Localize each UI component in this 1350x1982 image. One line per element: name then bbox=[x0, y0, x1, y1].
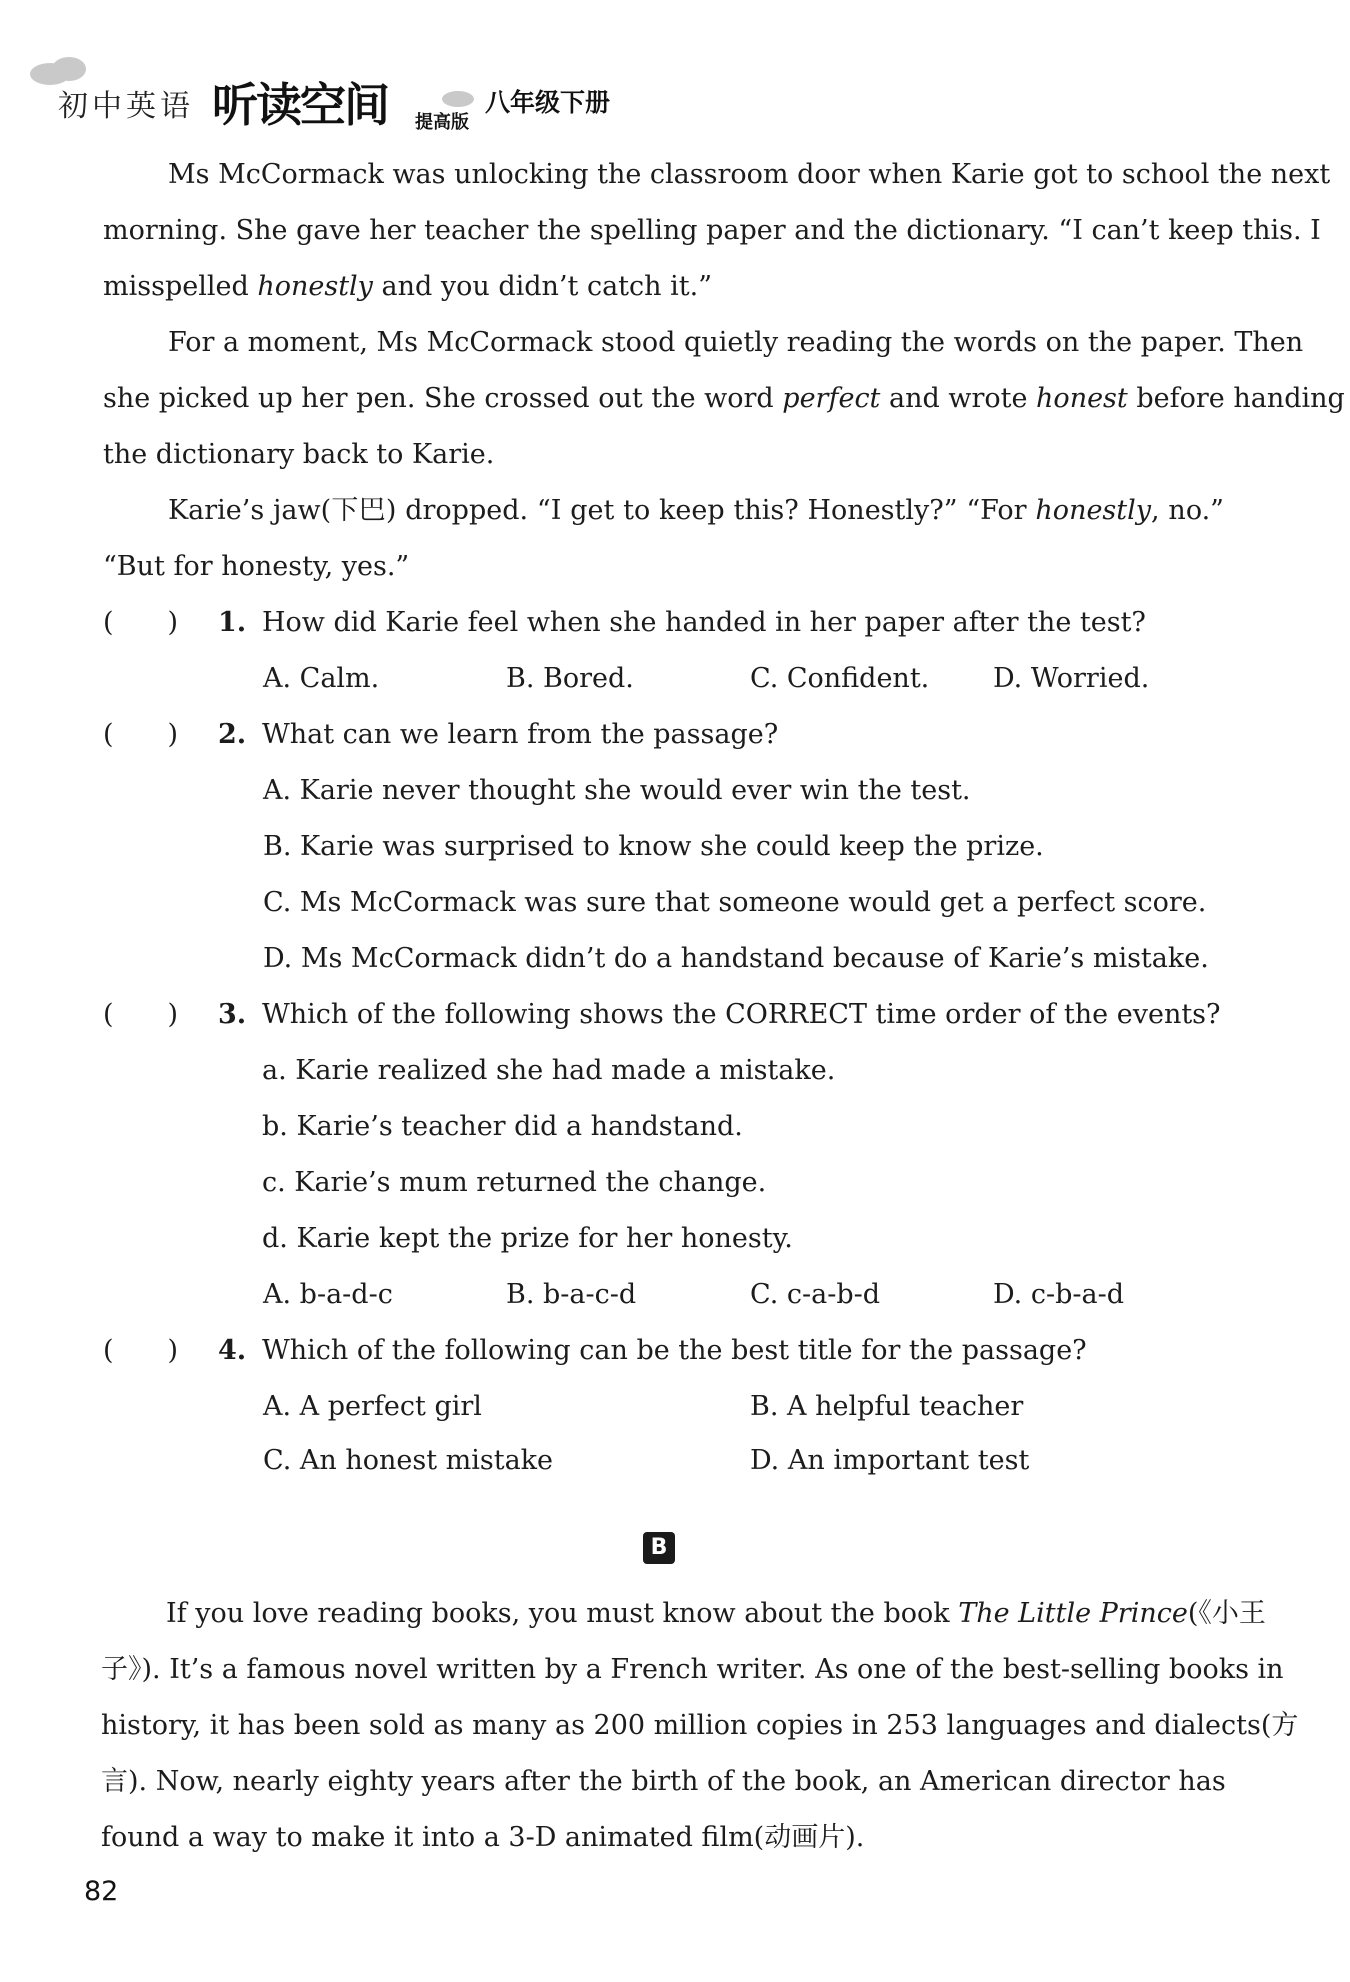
passage-a-line: For a moment, Ms McCormack stood quietly reading the words on the paper. Then bbox=[168, 327, 1304, 358]
passage-b-line: found a way to make it into a 3-D animated film(动画片). bbox=[101, 1822, 865, 1853]
passage-a-line: Karie’s jaw(下巴) dropped. “I get to keep this? Honestly?” “For honestly, no.” bbox=[168, 495, 1224, 526]
series-title: 初中英语 bbox=[58, 89, 194, 124]
question-text: What can we learn from the passage? bbox=[262, 719, 779, 750]
answer-blank[interactable]: ( ) bbox=[103, 719, 179, 750]
option-b[interactable]: B. Bored. bbox=[506, 663, 634, 694]
option-c[interactable]: C. Confident. bbox=[750, 663, 930, 694]
option-a[interactable]: A. Karie never thought she would ever win the test. bbox=[263, 775, 971, 806]
answer-blank[interactable]: ( ) bbox=[103, 1335, 179, 1366]
event-item: b. Karie’s teacher did a handstand. bbox=[262, 1111, 743, 1142]
question-number: 2. bbox=[218, 719, 247, 750]
answer-blank[interactable]: ( ) bbox=[103, 999, 179, 1030]
cloud-decoration-icon bbox=[52, 57, 86, 81]
answer-blank[interactable]: ( ) bbox=[103, 607, 179, 638]
option-c[interactable]: C. c-a-b-d bbox=[750, 1279, 881, 1310]
section-b-badge: B bbox=[643, 1532, 675, 1564]
option-a[interactable]: A. A perfect girl bbox=[263, 1391, 482, 1422]
option-c[interactable]: C. Ms McCormack was sure that someone would get a perfect score. bbox=[263, 887, 1207, 918]
edition-label: 提高版 bbox=[415, 112, 469, 133]
question-text: How did Karie feel when she handed in her paper after the test? bbox=[262, 607, 1146, 638]
option-c[interactable]: C. An honest mistake bbox=[263, 1445, 554, 1476]
passage-b-line: history, it has been sold as many as 200 million copies in 253 languages and dialects(方 bbox=[101, 1710, 1299, 1741]
cloud-decoration-icon bbox=[442, 91, 474, 107]
passage-a-line: she picked up her pen. She crossed out the word perfect and wrote honest before handing bbox=[103, 383, 1345, 414]
page-header bbox=[30, 55, 830, 135]
option-b[interactable]: B. b-a-c-d bbox=[506, 1279, 637, 1310]
passage-a-line: misspelled honestly and you didn’t catch it.” bbox=[103, 271, 712, 302]
passage-b-line: If you love reading books, you must know about the book The Little Prince(《小王 bbox=[166, 1598, 1266, 1629]
event-item: d. Karie kept the prize for her honesty. bbox=[262, 1223, 793, 1254]
option-b[interactable]: B. A helpful teacher bbox=[750, 1391, 1024, 1422]
option-b[interactable]: B. Karie was surprised to know she could keep the prize. bbox=[263, 831, 1044, 862]
question-text: Which of the following can be the best title for the passage? bbox=[262, 1335, 1087, 1366]
event-item: a. Karie realized she had made a mistake. bbox=[262, 1055, 836, 1086]
question-number: 1. bbox=[218, 607, 247, 638]
page-number: 82 bbox=[84, 1876, 119, 1907]
brand-logo: 听读空间 bbox=[212, 78, 388, 132]
passage-a-line: “But for honesty, yes.” bbox=[103, 551, 410, 582]
option-d[interactable]: D. An important test bbox=[750, 1445, 1030, 1476]
event-item: c. Karie’s mum returned the change. bbox=[262, 1167, 767, 1198]
passage-b-line: 言). Now, nearly eighty years after the birth of the book, an American director has bbox=[101, 1766, 1226, 1797]
question-number: 3. bbox=[218, 999, 247, 1030]
option-a[interactable]: A. b-a-d-c bbox=[263, 1279, 393, 1310]
option-d[interactable]: D. Ms McCormack didn’t do a handstand because of Karie’s mistake. bbox=[263, 943, 1209, 974]
question-text: Which of the following shows the CORRECT time order of the events? bbox=[262, 999, 1221, 1030]
option-a[interactable]: A. Calm. bbox=[263, 663, 380, 694]
option-d[interactable]: D. c-b-a-d bbox=[993, 1279, 1125, 1310]
passage-a-line: Ms McCormack was unlocking the classroom door when Karie got to school the next bbox=[168, 159, 1331, 190]
passage-a-line: morning. She gave her teacher the spelling paper and the dictionary. “I can’t keep this. I bbox=[103, 215, 1321, 246]
question-number: 4. bbox=[218, 1335, 247, 1366]
passage-a-line: the dictionary back to Karie. bbox=[103, 439, 495, 470]
passage-b-line: 子》). It’s a famous novel written by a French writer. As one of the best-selling books in bbox=[101, 1654, 1284, 1685]
grade-label: 八年级下册 bbox=[485, 88, 611, 117]
option-d[interactable]: D. Worried. bbox=[993, 663, 1150, 694]
